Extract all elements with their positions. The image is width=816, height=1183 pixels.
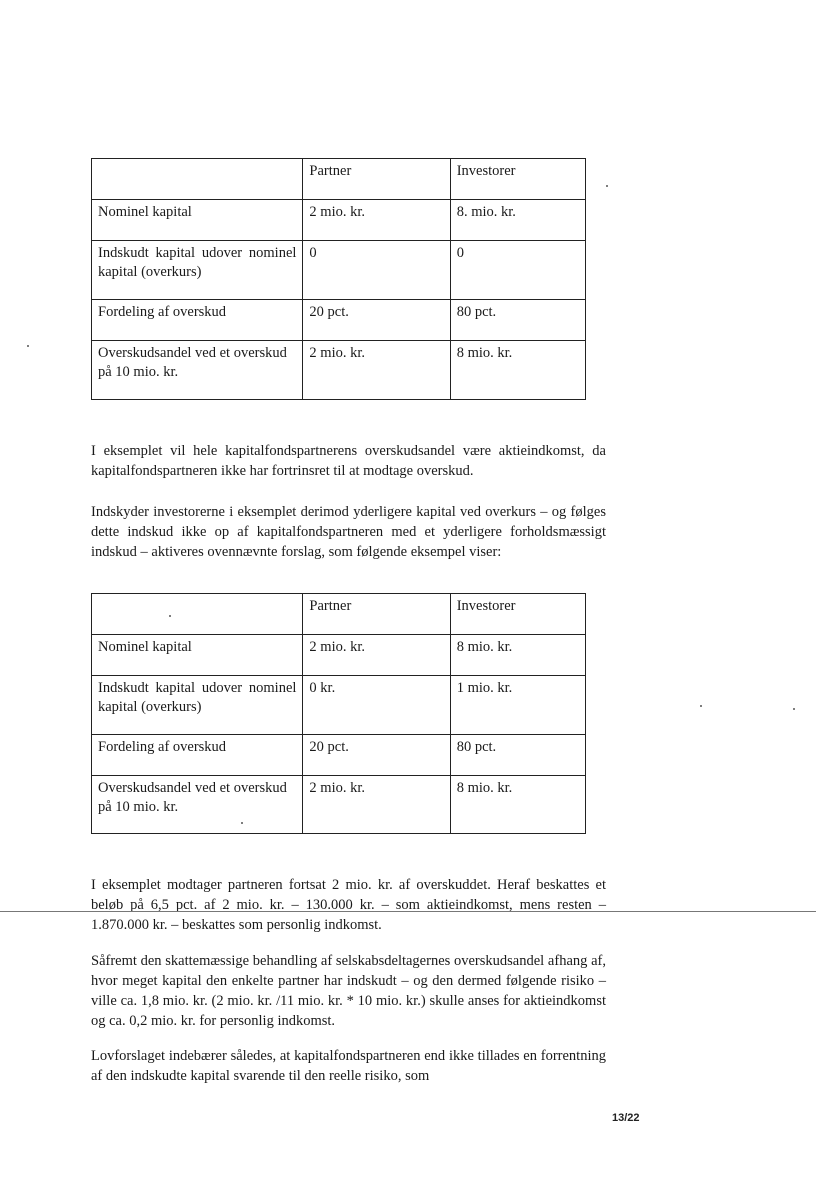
- row-label: Nominel kapital: [92, 200, 303, 241]
- row-label: Fordeling af overskud: [92, 735, 303, 776]
- table-header-row: [92, 159, 586, 200]
- scan-speck: [606, 185, 608, 187]
- table-header-partner: Partner: [303, 159, 450, 200]
- scan-speck: [700, 705, 702, 707]
- row-label: Overskudsandel ved et overskud på 10 mio. kr.: [92, 776, 303, 834]
- scan-speck: [241, 822, 243, 824]
- partner-value: 2 mio. kr.: [303, 635, 450, 676]
- scan-fold-line: [0, 911, 816, 912]
- partner-value: 2 mio. kr.: [303, 341, 450, 400]
- profit-distribution-table-2: [91, 593, 586, 834]
- paragraph: I eksemplet vil hele kapitalfondspartnerens overskudsandel være aktieindkomst, da kapitalfondspartneren ikke har fortrinsret til at modtage overskud.: [91, 443, 606, 479]
- row-label: Fordeling af overskud: [92, 300, 303, 341]
- investor-value: 8 mio. kr.: [450, 341, 585, 400]
- profit-distribution-table-1: [91, 158, 586, 400]
- investor-value: 80 pct.: [450, 300, 585, 341]
- investor-value: 8. mio. kr.: [450, 200, 585, 241]
- table-header-empty: [92, 594, 303, 635]
- table-header-row: [92, 594, 586, 635]
- table-header-partner: Partner: [303, 594, 450, 635]
- row-label: Overskudsandel ved et overskud på 10 mio. kr.: [92, 341, 303, 400]
- investor-value: 8 mio. kr.: [450, 635, 585, 676]
- table-row: [92, 341, 586, 400]
- partner-value: 20 pct.: [303, 735, 450, 776]
- page-number: 13/22: [612, 1112, 640, 1124]
- investor-value: 1 mio. kr.: [450, 676, 585, 735]
- row-label: Nominel kapital: [92, 635, 303, 676]
- paragraph: I eksemplet modtager partneren fortsat 2 mio. kr. af overskuddet. Heraf beskattes et beløb på 6,5 pct. af 2 mio. kr. – 130.000 kr. – som aktieindkomst, mens resten – 1.870.000 kr. – beskattes som personlig indkomst.: [91, 877, 606, 933]
- table-header-investorer: Investorer: [450, 594, 585, 635]
- table-header-empty: [92, 159, 303, 200]
- investor-value: 8 mio. kr.: [450, 776, 585, 834]
- investor-value: 80 pct.: [450, 735, 585, 776]
- row-label: Indskudt kapital udover nominel kapital (overkurs): [92, 241, 303, 300]
- table-row: [92, 241, 586, 300]
- partner-value: 20 pct.: [303, 300, 450, 341]
- table-row: [92, 200, 586, 241]
- row-label: Indskudt kapital udover nominel kapital (overkurs): [92, 676, 303, 735]
- scan-speck: [169, 615, 171, 617]
- table-header-investorer: Investorer: [450, 159, 585, 200]
- scan-speck: [27, 345, 29, 347]
- partner-value: 0: [303, 241, 450, 300]
- paragraph: Lovforslaget indebærer således, at kapitalfondspartneren end ikke tillades en forrentning af den indskudte kapital svarende til den reelle risiko, som: [91, 1048, 606, 1084]
- paragraph: Såfremt den skattemæssige behandling af selskabsdeltagernes overskudsandel afhang af, hvor meget kapital den enkelte partner har indskudt – og den dermed følgende risiko – ville ca. 1,8 mio. kr. (2 mio. kr. /11 mio. kr. * 10 mio. kr.) skulle anses for aktieindkomst og ca. 0,2 mio. kr. for personlig indkomst.: [91, 953, 606, 1029]
- table-row: [92, 735, 586, 776]
- table-row: [92, 635, 586, 676]
- paragraph: Indskyder investorerne i eksemplet derimod yderligere kapital ved overkurs – og følges dette indskud ikke op af kapitalfondspartneren med et yderligere forholdsmæssigt indskud – aktiveres ovennævnte forslag, som følgende eksempel viser:: [91, 504, 606, 560]
- table-row: [92, 300, 586, 341]
- investor-value: 0: [450, 241, 585, 300]
- table-row: [92, 776, 586, 834]
- table-row: [92, 676, 586, 735]
- partner-value: 2 mio. kr.: [303, 200, 450, 241]
- partner-value: 0 kr.: [303, 676, 450, 735]
- partner-value: 2 mio. kr.: [303, 776, 450, 834]
- scan-speck: [793, 708, 795, 710]
